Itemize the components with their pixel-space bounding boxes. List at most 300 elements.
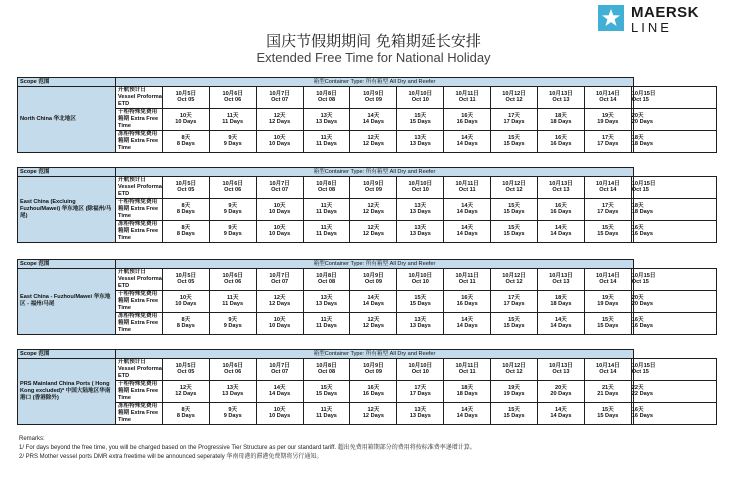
reefer-cell [538,130,585,152]
page-subtitle: Extended Free Time for National Holiday [256,50,491,65]
remarks-heading: Remarks: [19,436,45,442]
cell-en: 16 Days [456,301,478,308]
cell-en: Oct 07 [271,369,289,376]
row-label-etd: 开航预计日 Vessel Proforma ETD [116,359,163,381]
etd-cell [303,269,350,291]
cell-cn: 11天 [320,316,333,323]
cell-en: Oct 06 [224,369,242,376]
dry-cell [538,380,585,402]
cell-en: 16 Days [362,391,384,398]
cell-en: Oct 14 [599,279,617,286]
reefer-cell [538,220,585,242]
reefer-cell [162,312,209,334]
reefer-cell [303,402,350,424]
cell-en: 10 Days [269,413,291,420]
cell-en: Oct 13 [552,97,570,104]
cell-cn: 12天 [367,316,380,323]
cell-en: Oct 07 [271,187,289,194]
cell-cn: 22天 [631,384,644,391]
etd-cell [162,359,209,381]
cell-cn: 10月8日 [316,362,337,369]
etd-cell [397,177,444,199]
cell-en: 14 Days [550,413,572,420]
cell-en: 8 Days [176,141,195,148]
cell-en: 13 Days [315,301,338,308]
cell-en: 8 Days [176,323,195,330]
cell-en: Oct 14 [599,97,617,104]
container-type-header: 箱型Container Type: 所有箱型 All Dry and Reefer [116,350,634,359]
etd-cell [162,177,209,199]
cell-en: Oct 09 [364,187,382,194]
cell-cn: 10天 [273,224,286,231]
container-type-header: 箱型Container Type: 所有箱型 All Dry and Reefer [116,168,634,177]
star-icon [598,5,624,31]
dry-cell [491,380,538,402]
cell-cn: 21天 [601,384,614,391]
cell-en: Oct 05 [177,279,195,286]
table-row [18,198,717,220]
cell-cn: 11天 [226,294,239,301]
cell-cn: 10月15日 [631,180,656,187]
cell-cn: 10月15日 [631,272,656,279]
dry-cell [303,108,350,130]
reefer-cell [209,130,256,152]
cell-en: Oct 06 [224,187,242,194]
cell-en: 15 Days [597,231,619,238]
cell-cn: 14天 [367,294,380,301]
cell-en: 14 Days [456,209,478,216]
row-label-dry: 干柜特殊免费用箱期 Extra Free Time [116,380,163,402]
cell-cn: 10月7日 [269,180,290,187]
cell-en: Oct 15 [631,97,649,104]
scope-header: Scope 范围 [18,260,116,269]
cell-cn: 10月11日 [455,362,479,369]
cell-en: 10 Days [269,209,291,216]
reefer-cell [397,312,444,334]
table-row [18,130,717,152]
etd-cell [538,177,585,199]
dry-cell [209,290,256,312]
cell-en: 15 Days [503,209,525,216]
cell-cn: 10天 [273,202,286,209]
cell-en: 16 Days [550,141,572,148]
cell-en: 12 Days [175,391,197,398]
etd-cell [444,87,491,109]
cell-en: Oct 10 [411,279,429,286]
reefer-cell [397,402,444,424]
cell-cn: 10月9日 [363,180,384,187]
table-row [18,108,717,130]
cell-cn: 10月11日 [455,272,479,279]
cell-cn: 15天 [508,202,520,209]
cell-en: 8 Days [176,231,195,238]
cell-cn: 8天 [181,134,191,141]
cell-cn: 14天 [273,384,286,391]
cell-en: 15 Days [503,323,525,330]
cell-cn: 10月7日 [269,90,290,97]
cell-cn: 10月10日 [408,90,433,97]
cell-cn: 8天 [181,202,191,209]
etd-cell [350,359,397,381]
cell-cn: 12天 [367,202,380,209]
row-label-dry: 干柜特殊免费用箱期 Extra Free Time [116,108,163,130]
cell-cn: 16天 [555,202,567,209]
dry-cell [256,198,303,220]
section-east-china [17,167,717,243]
cell-cn: 14天 [461,316,474,323]
dry-cell [209,198,256,220]
cell-cn: 13天 [414,316,427,323]
cell-cn: 10月12日 [502,180,526,187]
cell-en: 15 Days [597,413,619,420]
cell-cn: 18天 [555,294,567,301]
region-label: PRS Mainland China Ports ( Hong Kong excluded)* 中国大陆地区华南港口 (香港除外) [18,359,116,425]
etd-cell [538,87,585,109]
cell-en: Oct 13 [552,369,570,376]
cell-cn: 14天 [555,224,567,231]
reefer-cell [162,220,209,242]
cell-en: 17 Days [409,391,431,398]
etd-cell [162,87,209,109]
cell-cn: 8天 [181,316,191,323]
cell-cn: 10月7日 [269,362,290,369]
cell-en: 12 Days [362,141,384,148]
cell-en: Oct 08 [317,187,336,194]
cell-en: 15 Days [503,413,525,420]
cell-en: Oct 08 [317,97,336,104]
cell-en: 11 Days [316,231,337,238]
cell-en: Oct 07 [271,97,289,104]
cell-en: 14 Days [362,119,384,126]
logo-line-1: MAERSK [631,4,700,21]
cell-cn: 12天 [179,384,192,391]
table-row [18,177,717,199]
cell-en: 9 Days [223,323,242,330]
dry-cell [209,108,256,130]
etd-cell [256,177,303,199]
etd-cell [350,269,397,291]
cell-en: 16 Days [456,119,478,126]
cell-en: 16 Days [550,209,572,216]
reefer-cell [256,402,303,424]
cell-en: 8 Days [176,209,195,216]
cell-cn: 13天 [320,294,333,301]
dry-cell [209,380,256,402]
etd-cell [491,269,538,291]
cell-cn: 11天 [226,112,239,119]
cell-cn: 16天 [461,112,474,119]
logo-line-2: LINE [631,20,672,35]
dry-cell [491,198,538,220]
cell-cn: 10月15日 [631,362,656,369]
cell-cn: 17天 [601,202,614,209]
reefer-cell [538,402,585,424]
reefer-cell [256,312,303,334]
cell-en: Oct 12 [505,97,523,104]
reefer-cell [397,220,444,242]
dry-cell [256,290,303,312]
reefer-cell [491,130,538,152]
cell-cn: 12天 [273,294,286,301]
cell-en: Oct 09 [364,97,382,104]
cell-en: 14 Days [456,413,478,420]
cell-en: 20 Days [550,391,572,398]
cell-en: Oct 09 [364,279,382,286]
cell-en: 14 Days [550,323,572,330]
dry-cell [397,108,444,130]
cell-cn: 14天 [461,134,474,141]
cell-en: 10 Days [175,119,197,126]
cell-en: 16 Days [631,413,653,420]
cell-en: 14 Days [362,301,384,308]
etd-cell [444,359,491,381]
cell-cn: 10月13日 [549,90,573,97]
reefer-cell [444,130,491,152]
cell-cn: 14天 [367,112,380,119]
dry-cell [256,380,303,402]
cell-cn: 13天 [414,224,427,231]
cell-en: Oct 15 [631,187,649,194]
dry-cell [303,380,350,402]
cell-cn: 16天 [461,294,474,301]
cell-en: 19 Days [597,301,619,308]
etd-cell [162,269,209,291]
cell-en: Oct 13 [552,279,570,286]
cell-cn: 16天 [631,224,644,231]
cell-cn: 10月10日 [408,272,433,279]
maersk-logo [598,5,699,34]
etd-cell [444,269,491,291]
cell-cn: 10月6日 [222,180,243,187]
row-label-etd: 开航预计日 Vessel Proforma ETD [116,87,163,109]
cell-cn: 10天 [179,294,192,301]
etd-cell [491,359,538,381]
scope-header: Scope 范围 [18,168,116,177]
cell-cn: 16天 [555,134,567,141]
cell-cn: 10月8日 [316,90,337,97]
remarks [19,435,476,462]
row-label-dry: 干柜特殊免费用箱期 Extra Free Time [116,290,163,312]
cell-cn: 10月13日 [549,272,573,279]
cell-en: 8 Days [176,413,195,420]
dry-cell [350,108,397,130]
cell-cn: 10月13日 [549,180,573,187]
cell-cn: 10月14日 [596,180,620,187]
dry-cell [444,380,491,402]
dry-cell [162,380,209,402]
cell-en: 17 Days [597,141,619,148]
cell-en: Oct 05 [177,369,195,376]
cell-cn: 14天 [555,406,567,413]
dry-cell [162,290,209,312]
cell-cn: 10月6日 [222,362,243,369]
reefer-cell [256,130,303,152]
reefer-cell [303,220,350,242]
etd-cell [538,269,585,291]
cell-cn: 10月5日 [175,272,197,279]
dry-cell [350,290,397,312]
reefer-cell [350,402,397,424]
dry-cell [303,198,350,220]
cell-cn: 18天 [461,384,474,391]
cell-en: 9 Days [223,413,242,420]
cell-cn: 11天 [320,134,333,141]
cell-en: 12 Days [362,231,384,238]
cell-en: Oct 11 [458,187,476,194]
cell-en: Oct 12 [505,369,523,376]
reefer-cell [256,220,303,242]
etd-cell [397,359,444,381]
cell-en: 10 Days [175,301,197,308]
table-row [18,269,717,291]
cell-en: Oct 11 [458,97,476,104]
cell-cn: 18天 [631,134,644,141]
dry-cell [162,198,209,220]
free-time-table [17,349,717,425]
cell-en: 15 Days [409,119,431,126]
row-label-etd: 开航预计日 Vessel Proforma ETD [116,177,163,199]
cell-en: 15 Days [409,301,431,308]
cell-en: 20 Days [631,119,653,126]
cell-cn: 10月12日 [502,272,526,279]
cell-cn: 16天 [367,384,380,391]
cell-cn: 9天 [228,224,238,231]
etd-cell [256,359,303,381]
reefer-cell [491,402,538,424]
reefer-cell [444,220,491,242]
remark-line-1: 1/ For days beyond the free time, you will be charged based on the Progressive Tier Structure as per our standard tariff. 超出免费用箱期部分的费用将按标准费率递增计算。 [19,445,476,451]
cell-cn: 14天 [461,202,474,209]
cell-cn: 10月8日 [316,272,337,279]
cell-cn: 13天 [414,406,427,413]
cell-en: Oct 10 [411,97,429,104]
cell-en: 18 Days [631,141,653,148]
cell-cn: 10月7日 [269,272,290,279]
dry-cell [350,380,397,402]
cell-cn: 11天 [320,202,333,209]
dry-cell [397,380,444,402]
container-type-header: 箱型Container Type: 所有箱型 All Dry and Reefer [116,78,634,87]
cell-cn: 14天 [461,224,474,231]
cell-cn: 8天 [181,406,191,413]
table-row [18,402,717,424]
cell-cn: 20天 [631,112,644,119]
cell-en: 13 Days [222,391,244,398]
cell-en: 13 Days [409,231,431,238]
cell-en: 9 Days [223,141,242,148]
cell-en: Oct 11 [458,369,476,376]
reefer-cell [350,130,397,152]
cell-cn: 10月8日 [316,180,337,187]
cell-en: 18 Days [550,119,572,126]
cell-en: 12 Days [362,209,384,216]
cell-cn: 10月11日 [455,90,479,97]
cell-cn: 10月13日 [549,362,573,369]
dry-cell [256,108,303,130]
reefer-cell [491,312,538,334]
cell-en: 9 Days [223,231,242,238]
cell-cn: 17天 [508,112,520,119]
cell-en: 17 Days [503,301,525,308]
cell-cn: 15天 [601,406,614,413]
cell-cn: 10月10日 [408,362,433,369]
cell-cn: 17天 [508,294,520,301]
cell-cn: 10月11日 [455,180,479,187]
cell-cn: 15天 [508,134,520,141]
cell-cn: 10月9日 [363,90,384,97]
cell-en: Oct 06 [224,279,242,286]
cell-cn: 17天 [414,384,427,391]
etd-cell [350,87,397,109]
cell-cn: 13天 [226,384,239,391]
cell-en: 12 Days [362,323,384,330]
section-prs-mainland [17,349,717,425]
cell-en: 11 Days [222,119,244,126]
cell-en: 22 Days [631,391,653,398]
row-label-reefer: 冻柜特殊免费用箱期 Extra Free Time [116,402,163,424]
cell-cn: 16天 [631,316,644,323]
reefer-cell [162,402,209,424]
cell-en: 20 Days [631,301,653,308]
etd-cell [256,87,303,109]
cell-cn: 9天 [228,316,238,323]
table-row [18,359,717,381]
cell-cn: 19天 [508,384,520,391]
cell-en: 14 Days [456,231,478,238]
cell-cn: 15天 [601,224,614,231]
cell-cn: 10天 [273,316,286,323]
cell-en: 13 Days [409,209,431,216]
cell-en: 13 Days [409,141,431,148]
row-label-reefer: 冻柜特殊免费用箱期 Extra Free Time [116,220,163,242]
cell-cn: 9天 [228,134,238,141]
reefer-cell [491,220,538,242]
cell-en: 14 Days [456,323,478,330]
reefer-cell [350,312,397,334]
dry-cell [350,198,397,220]
cell-en: 10 Days [269,141,291,148]
free-time-table [17,77,717,153]
cell-cn: 10月10日 [408,180,433,187]
cell-cn: 12天 [273,112,286,119]
etd-cell [491,87,538,109]
cell-en: 13 Days [315,119,338,126]
dry-cell [491,108,538,130]
cell-cn: 10月9日 [363,272,384,279]
row-label-reefer: 冻柜特殊免费用箱期 Extra Free Time [116,312,163,334]
scope-header: Scope 范围 [18,350,116,359]
cell-cn: 13天 [414,202,427,209]
region-label: North China 华北地区 [18,87,116,153]
cell-cn: 14天 [555,316,567,323]
cell-en: 11 Days [316,141,337,148]
cell-cn: 12天 [367,134,380,141]
cell-en: Oct 11 [458,279,476,286]
etd-cell [303,359,350,381]
table-row [18,312,717,334]
cell-en: Oct 14 [599,187,617,194]
cell-cn: 15天 [508,224,520,231]
reefer-cell [350,220,397,242]
cell-en: 12 Days [362,413,384,420]
cell-cn: 10月5日 [175,180,197,187]
cell-en: 11 Days [316,413,337,420]
cell-en: 9 Days [223,209,242,216]
cell-cn: 10天 [273,134,286,141]
region-label: East China - Fuzhou/Mawei 华东地区 - 福州/马尾 [18,269,116,335]
cell-en: 17 Days [597,209,619,216]
cell-cn: 10月6日 [222,272,243,279]
